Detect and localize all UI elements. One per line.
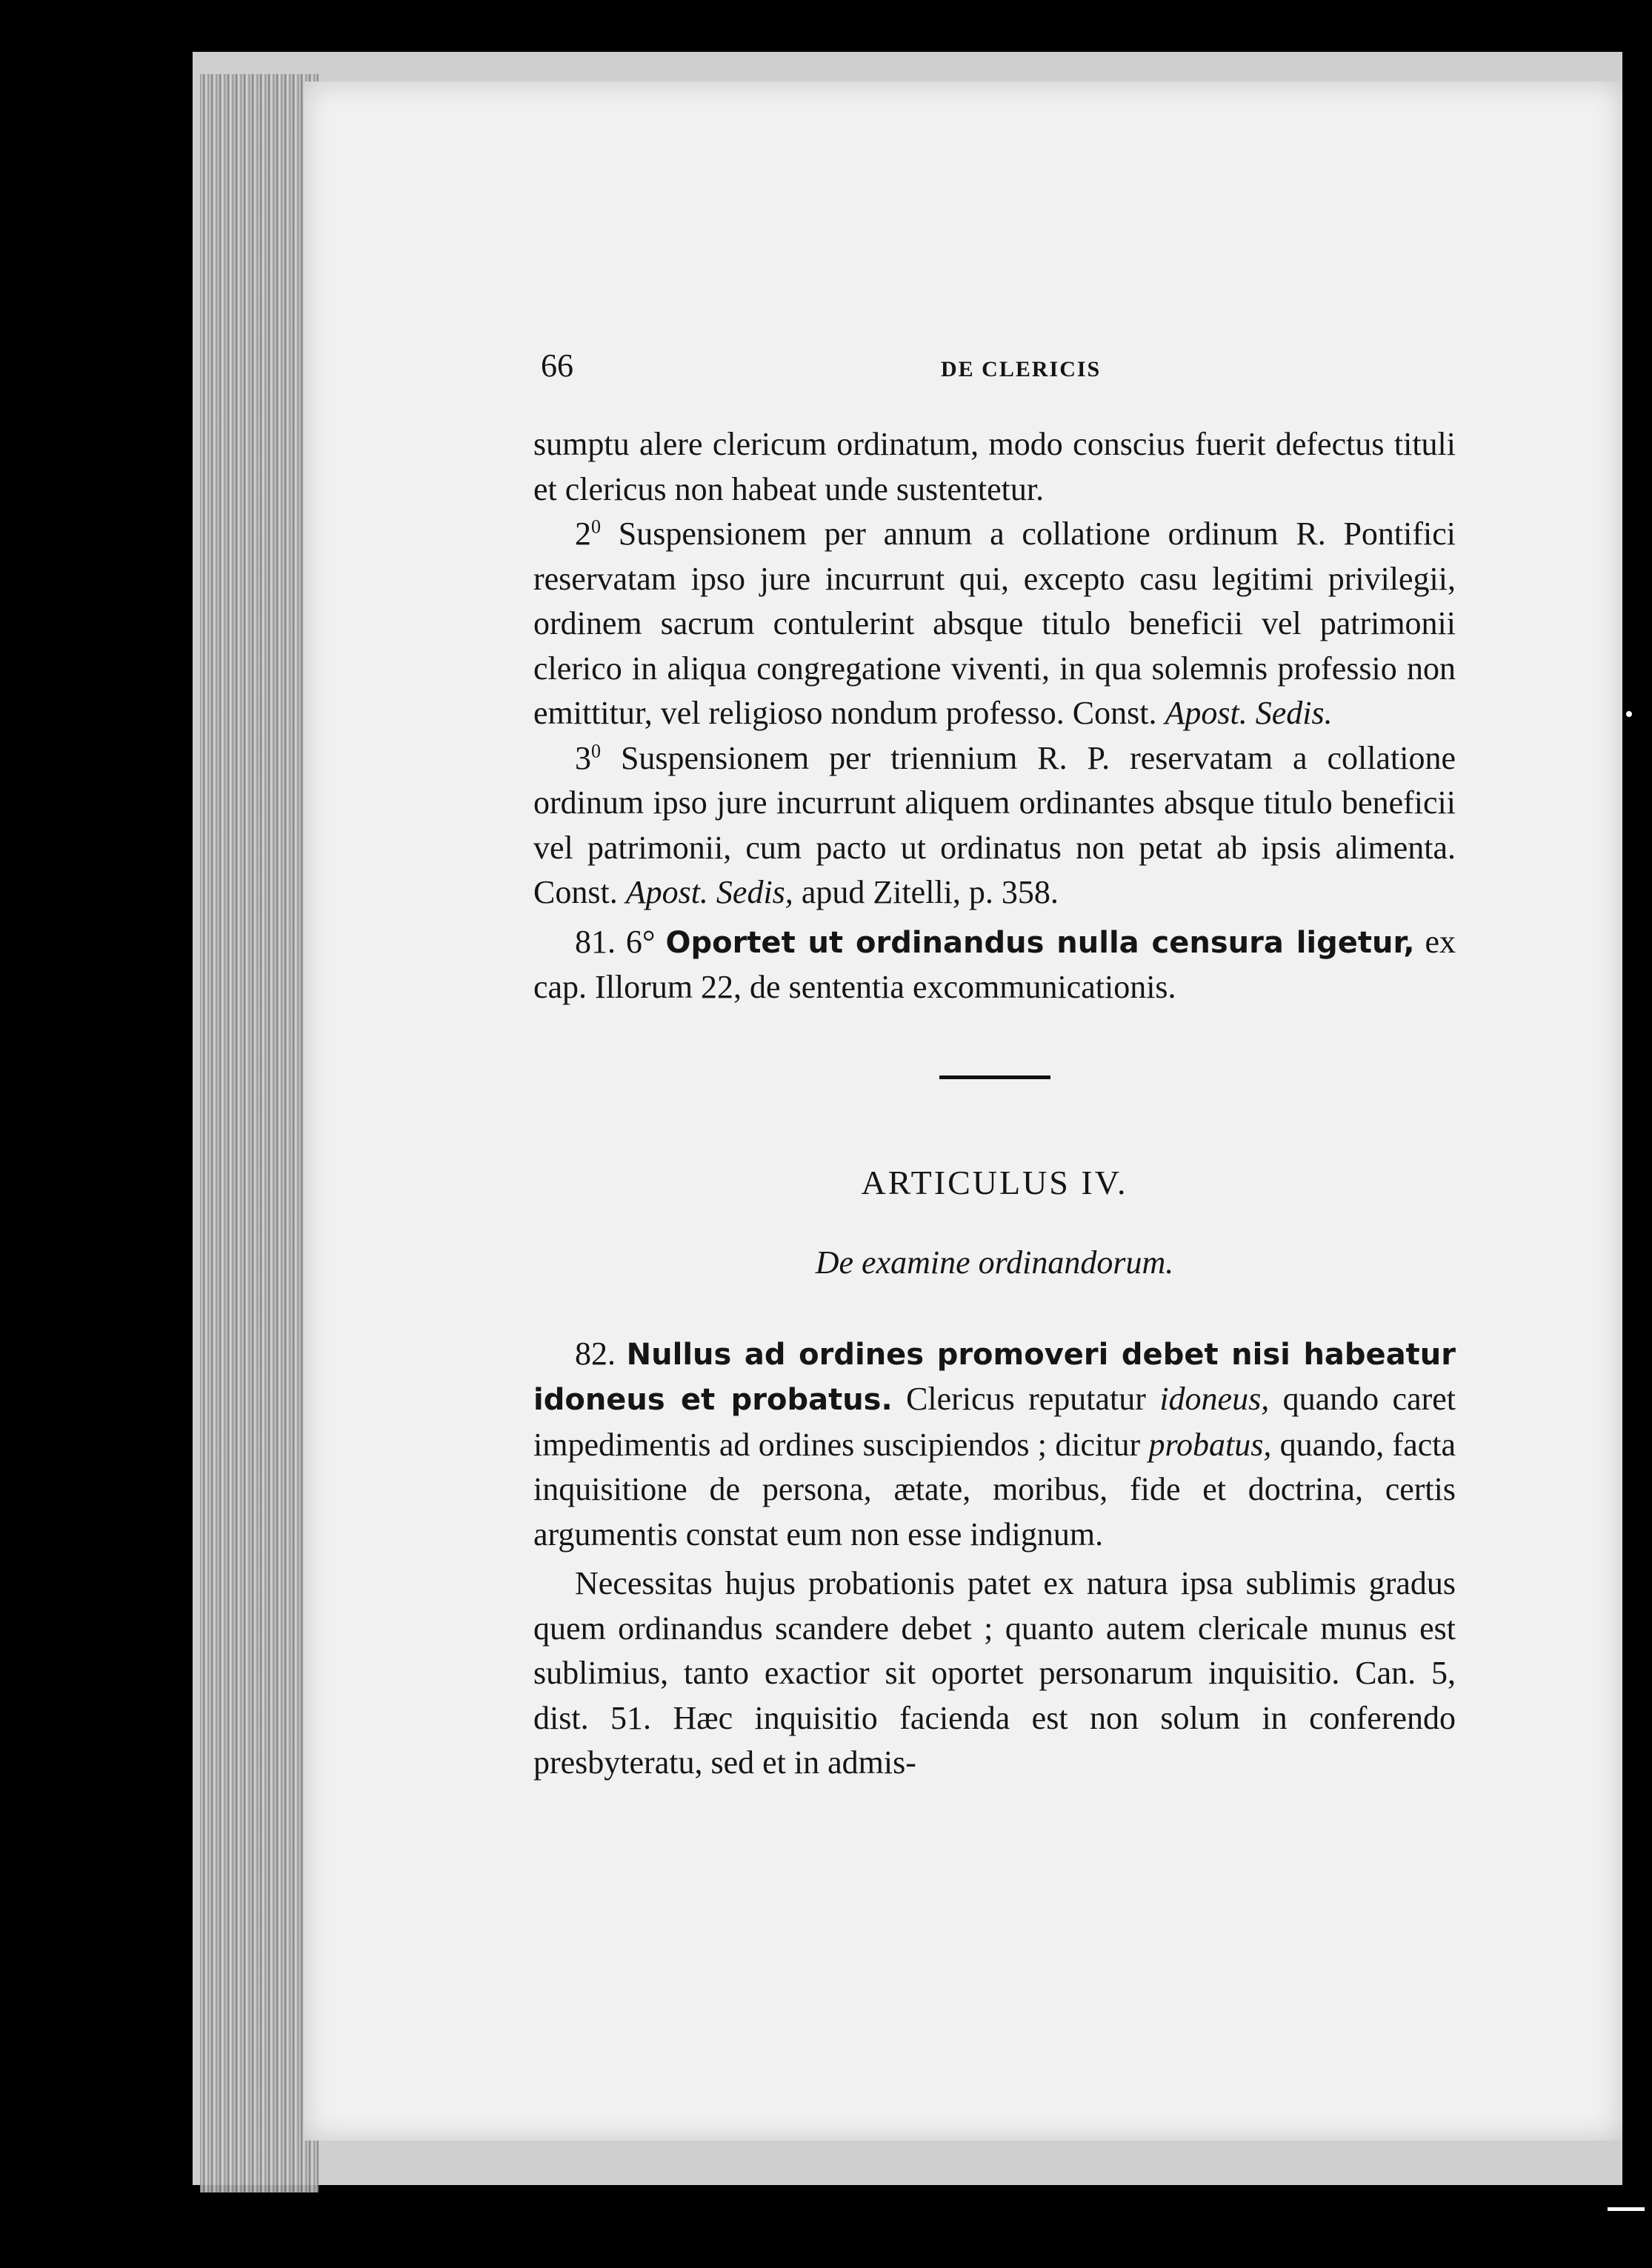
page-number: 66 — [541, 347, 573, 384]
citation-italic: Apost. Sedis. — [1165, 695, 1333, 731]
term-italic: probatus, — [1148, 1426, 1272, 1463]
paragraph-82-text: Clericus reputatur — [892, 1381, 1160, 1417]
term-italic: idoneus, — [1159, 1381, 1270, 1417]
section-number: 81. 6° — [575, 923, 666, 960]
paragraph-3-end: apud Zitelli, p. 358. — [793, 874, 1059, 910]
article-subtitle: De examine ordinandorum. — [815, 1244, 1174, 1281]
section-number: 82. — [575, 1335, 627, 1372]
page-body — [533, 337, 1456, 1786]
scan-artifact — [1608, 2207, 1645, 2211]
item-number: 3 — [575, 739, 591, 776]
section-divider — [939, 1075, 1050, 1079]
citation-italic: Apost. Sedis, — [625, 874, 793, 910]
running-title: DE CLERICIS — [941, 357, 1102, 381]
paragraph-82 — [533, 1332, 1456, 1558]
paragraph-2-text: Suspensionem per annum a collatione ordinum R. Pontifici reservatam ipso jure incurrunt qui, excepto casu legitimi privilegii, ordinem sacrum contulerint absque titulo beneficii vel patrimonii clerico in aliqua congregatione viventi, in qua solemnis professio non emittitur, vel religioso nondum professo. Const. — [533, 516, 1456, 731]
item-number: 2 — [575, 516, 591, 552]
article-title: ARTICULUS IV. — [861, 1163, 1128, 1201]
item-superscript: 0 — [591, 739, 601, 761]
paragraph-81-text: ex cap. Illorum 22, de sententia excommunicationis. — [533, 923, 1456, 1005]
paragraph-82b: Necessitas hujus probationis patet ex natura ipsa sublimis gradus quem ordinandus scandere debet ; quanto autem clericale munus est sublimius, tanto exactior sit oportet personarum inquisitio. Can. 5, dist. 51. Hæc inquisitio facienda est non solum in conferendo presbyteratu, sed et in admis- — [533, 1565, 1456, 1781]
section-heading-bold: Oportet ut ordinandus nulla censura ligetur, — [665, 925, 1415, 960]
paragraph-82-text: quando, facta inquisitione de persona, ætate, moribus, fide et doctrina, certis argumentis constat eum non esse indignum. — [533, 1426, 1456, 1552]
section-heading-bold: Nullus ad ordines promoveri debet nisi habeatur idoneus et probatus. — [533, 1337, 1456, 1417]
paragraph-1: sumptu alere clericum ordinatum, modo conscius fuerit defectus tituli et clericus non habeat unde sustentetur. — [533, 426, 1456, 507]
paragraph-3-text: Suspensionem per triennium R. P. reservatam a collatione ordinum ipso jure incurrunt aliquem ordinantes absque titulo beneficii vel patrimonii, cum pacto ut ordinatus non petat ab ipsis alimenta. Const. — [533, 739, 1456, 910]
scan-artifact — [1626, 711, 1632, 717]
paragraph-81 — [533, 920, 1456, 1010]
item-superscript: 0 — [591, 516, 601, 538]
paragraph-3 — [533, 736, 1456, 915]
paragraph-82-text: quando caret impedimentis ad ordines suscipiendos ; dicitur — [533, 1381, 1456, 1463]
paragraph-2 — [533, 512, 1456, 736]
page-edges — [200, 74, 319, 2192]
